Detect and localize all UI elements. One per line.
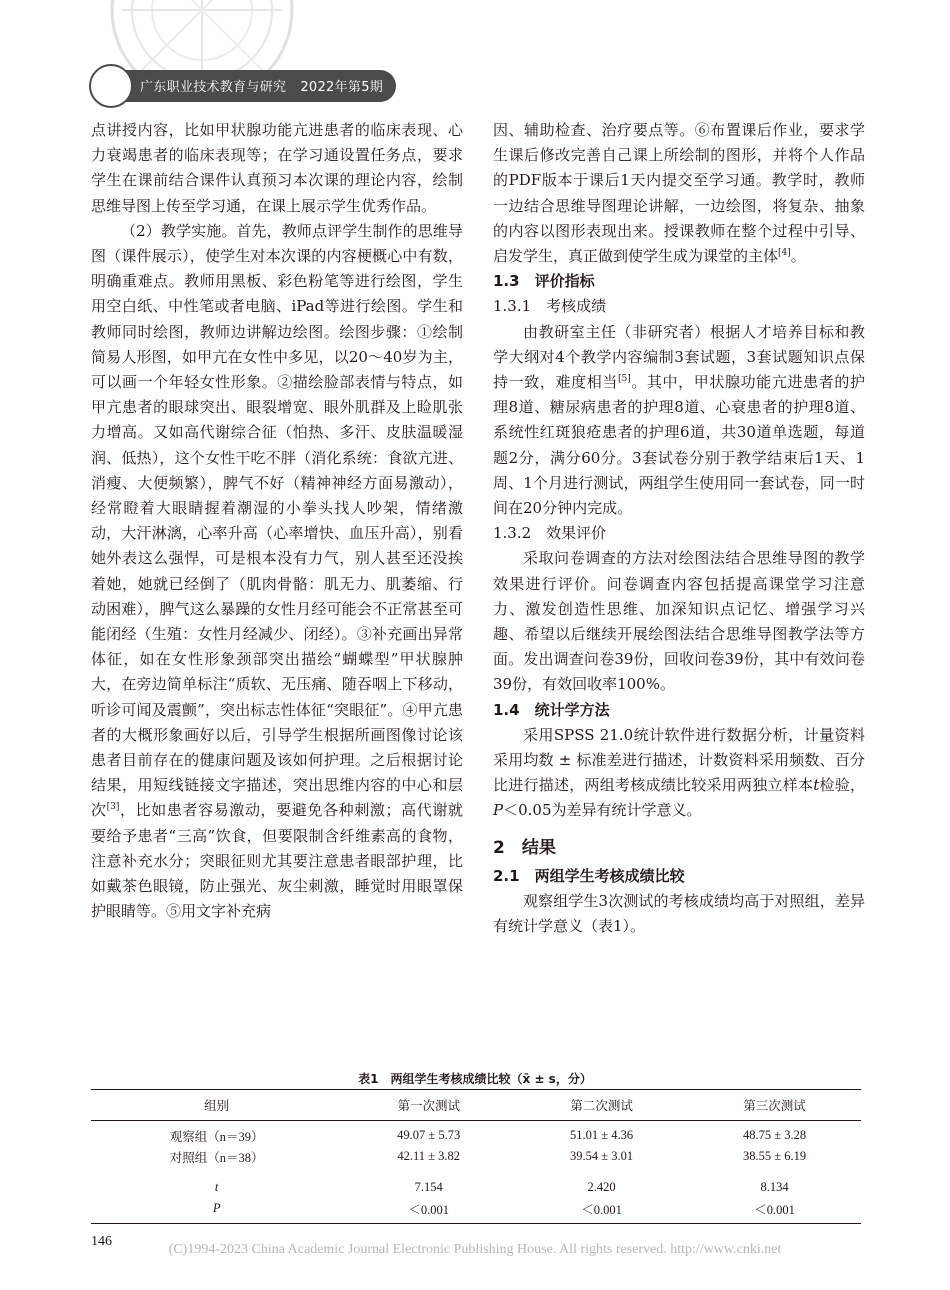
table-cell: 38.55 ± 6.19 <box>742 1149 807 1163</box>
paragraph: 由教研室主任（非研究者）根据人才培养目标和教学大纲对4个教学内容编制3套试题，3套试题知识点保持一致，难度相当[5]。其中，甲状腺功能亢进患者的护理8道、糖尿病患者的护理8道、心衰患者的护理8道、系统性红斑狼疮患者的护理6道，共30道单选题，每道题2分，满分60分。3套试卷分别于教学结束后1天、1周、1个月进行测试，两组学生使用同一套试卷，同一时间在20分钟内完成。 <box>493 322 865 518</box>
subsection-heading: 1.3.2 效果评价 <box>493 524 607 543</box>
table-row <box>91 1198 861 1224</box>
table-cell: 42.11 ± 3.82 <box>397 1149 461 1163</box>
citation: [3] <box>106 802 120 813</box>
subsection-heading: 1.3.1 考核成绩 <box>493 297 607 316</box>
left-column <box>91 118 463 925</box>
table-cell: 观察组（n＝39） <box>169 1129 264 1144</box>
paragraph: 采取问卷调查的方法对绘图法结合思维导图的教学效果进行评价。问卷调查内容包括提高课堂学习注意力、激发创造性思维、加深知识点记忆、增强学习兴趣、希望以后继续开展绘图法结合思维导图教学法等方面。发出调查问卷39份，回收问卷39份，其中有效问卷39份，有效回收率100%。 <box>493 549 865 694</box>
section-heading: 2 结果 <box>493 837 556 858</box>
journal-issue: 2022年第5期 <box>300 80 384 95</box>
section-heading: 1.3 评价指标 <box>493 272 595 291</box>
table-row <box>91 1146 861 1167</box>
table-cell: 7.154 <box>414 1180 443 1194</box>
table-cell: 对照组（n＝38） <box>169 1150 264 1165</box>
table-cell: ＜0.001 <box>688 1198 861 1224</box>
table-cell: 8.134 <box>760 1180 789 1194</box>
table-row <box>91 1121 861 1147</box>
table-cell: ＜0.001 <box>515 1198 688 1224</box>
column-header: 第二次测试 <box>515 1090 688 1121</box>
table-cell: 2.420 <box>587 1180 616 1194</box>
paragraph: （2）教学实施。首先，教师点评学生制作的思维导图（课件展示），使学生对本次课的内容梗概心中有数，明确重难点。教师用黑板、彩色粉笔等进行绘图，学生用空白纸、中性笔或者电脑、iPad等进行绘图。学生和教师同时绘图，教师边讲解边绘图。绘图步骤：①绘制简易人形图，如甲亢在女性中多见，以20～40岁为主，可以画一个年轻女性形象。②描绘脸部表情与特点，如甲亢患者的眼球突出、眼裂增宽、眼外肌群及上睑肌张力增高。又如高代谢综合征（怕热、多汗、皮肤温暖湿润、低热），这个女性干吃不胖（消化系统：食欲亢进、消瘦、大便频繁），脾气不好（精神神经方面易激动），经常瞪着大眼睛握着潮湿的小拳头找人吵架，情绪激动，大汗淋漓，心率升高（心率增快、血压升高），别看她外表这么强悍，可是根本没有力气，别人甚至还没挨着她，她就已经倒了（肌肉骨骼：肌无力、肌萎缩、行动困难），脾气这么暴躁的女性月经可能会不正常甚至可能闭经（生殖：女性月经减少、闭经）。③补充画出异常体征，如在女性形象颈部突出描绘“蝴蝶型”甲状腺肿大，在旁边简单标注“质软、无压痛、随吞咽上下移动，听诊可闻及震颤”，突出标志性体征“突眼征”。④甲亢患者的大概形象画好以后，引导学生根据所画图像讨论该患者目前存在的健康问题及该如何护理。之后根据讨论结果，用短线链接文字描述，突出思维内容的中心和层次[3]，比如患者容易激动，要避免各种刺激；高代谢就要给予患者“三高”饮食，但要限制含纤维素高的食物，注意补充水分；突眼征则尤其要注意患者眼部护理，比如戴茶色眼镜，防止强光、灰尘刺激，睡觉时用眼罩保护眼睛等。⑤用文字补充病 <box>91 221 463 921</box>
table-cell: 48.75 ± 3.28 <box>742 1128 807 1142</box>
column-header: 组别 <box>91 1090 342 1121</box>
table-row <box>91 1167 861 1198</box>
section-heading: 2.1 两组学生考核成绩比较 <box>493 866 685 885</box>
paragraph: 观察组学生3次测试的考核成绩均高于对照组，差异有统计学意义（表1）。 <box>493 891 865 936</box>
paragraph: 点讲授内容，比如甲状腺功能亢进患者的临床表现、心力衰竭患者的临床表现等；在学习通设置任务点，要求学生在课前结合课件认真预习本次课的理论内容，绘制思维导图上传至学习通，在课上展示学生优秀作品。 <box>91 121 463 215</box>
column-header: 第三次测试 <box>688 1090 861 1121</box>
paragraph: 因、辅助检查、治疗要点等。⑥布置课后作业，要求学生课后修改完善自己课上所绘制的图形，并将个人作品的PDF版本于课后1天内提交至学习通。教学时，教师一边结合思维导图理论讲解，一边绘图，将复杂、抽象的内容以图形表现出来。授课教师在整个过程中引导、启发学生，真正做到使学生成为课堂的主体[4]。 <box>493 121 865 266</box>
right-column <box>493 118 865 939</box>
table-cell: 51.01 ± 4.36 <box>570 1128 634 1142</box>
table-cell: 49.07 ± 5.73 <box>397 1128 461 1142</box>
table-cell: 39.54 ± 3.01 <box>570 1149 634 1163</box>
running-header <box>140 76 397 95</box>
table-cell: P <box>91 1198 342 1224</box>
page-number: 146 <box>91 1234 112 1249</box>
citation: [5] <box>617 374 631 385</box>
table-header-row <box>91 1090 861 1121</box>
paragraph: 采用SPSS 21.0统计软件进行数据分析，计量资料采用均数 ± 标准差进行描述，计数资料采用频数、百分比进行描述，两组考核成绩比较采用两独立样本t检验，P＜0.05为差异有统计学意义。 <box>493 725 865 820</box>
results-table <box>91 1089 861 1224</box>
journal-name: 广东职业技术教育与研究 <box>140 80 287 95</box>
citation: [4] <box>778 248 791 259</box>
table-caption: 表1 两组学生考核成绩比较（x̄ ± s，分） <box>358 1072 592 1086</box>
header-circle-icon <box>89 64 133 108</box>
column-header: 第一次测试 <box>342 1090 515 1121</box>
section-heading: 1.4 统计学方法 <box>493 700 610 719</box>
table-cell: ＜0.001 <box>342 1198 515 1224</box>
table-cell: t <box>214 1180 219 1194</box>
copyright-footer: (C)1994-2023 China Academic Journal Electronic Publishing House. All rights reserved. http://www.cnki.net <box>168 1242 782 1257</box>
